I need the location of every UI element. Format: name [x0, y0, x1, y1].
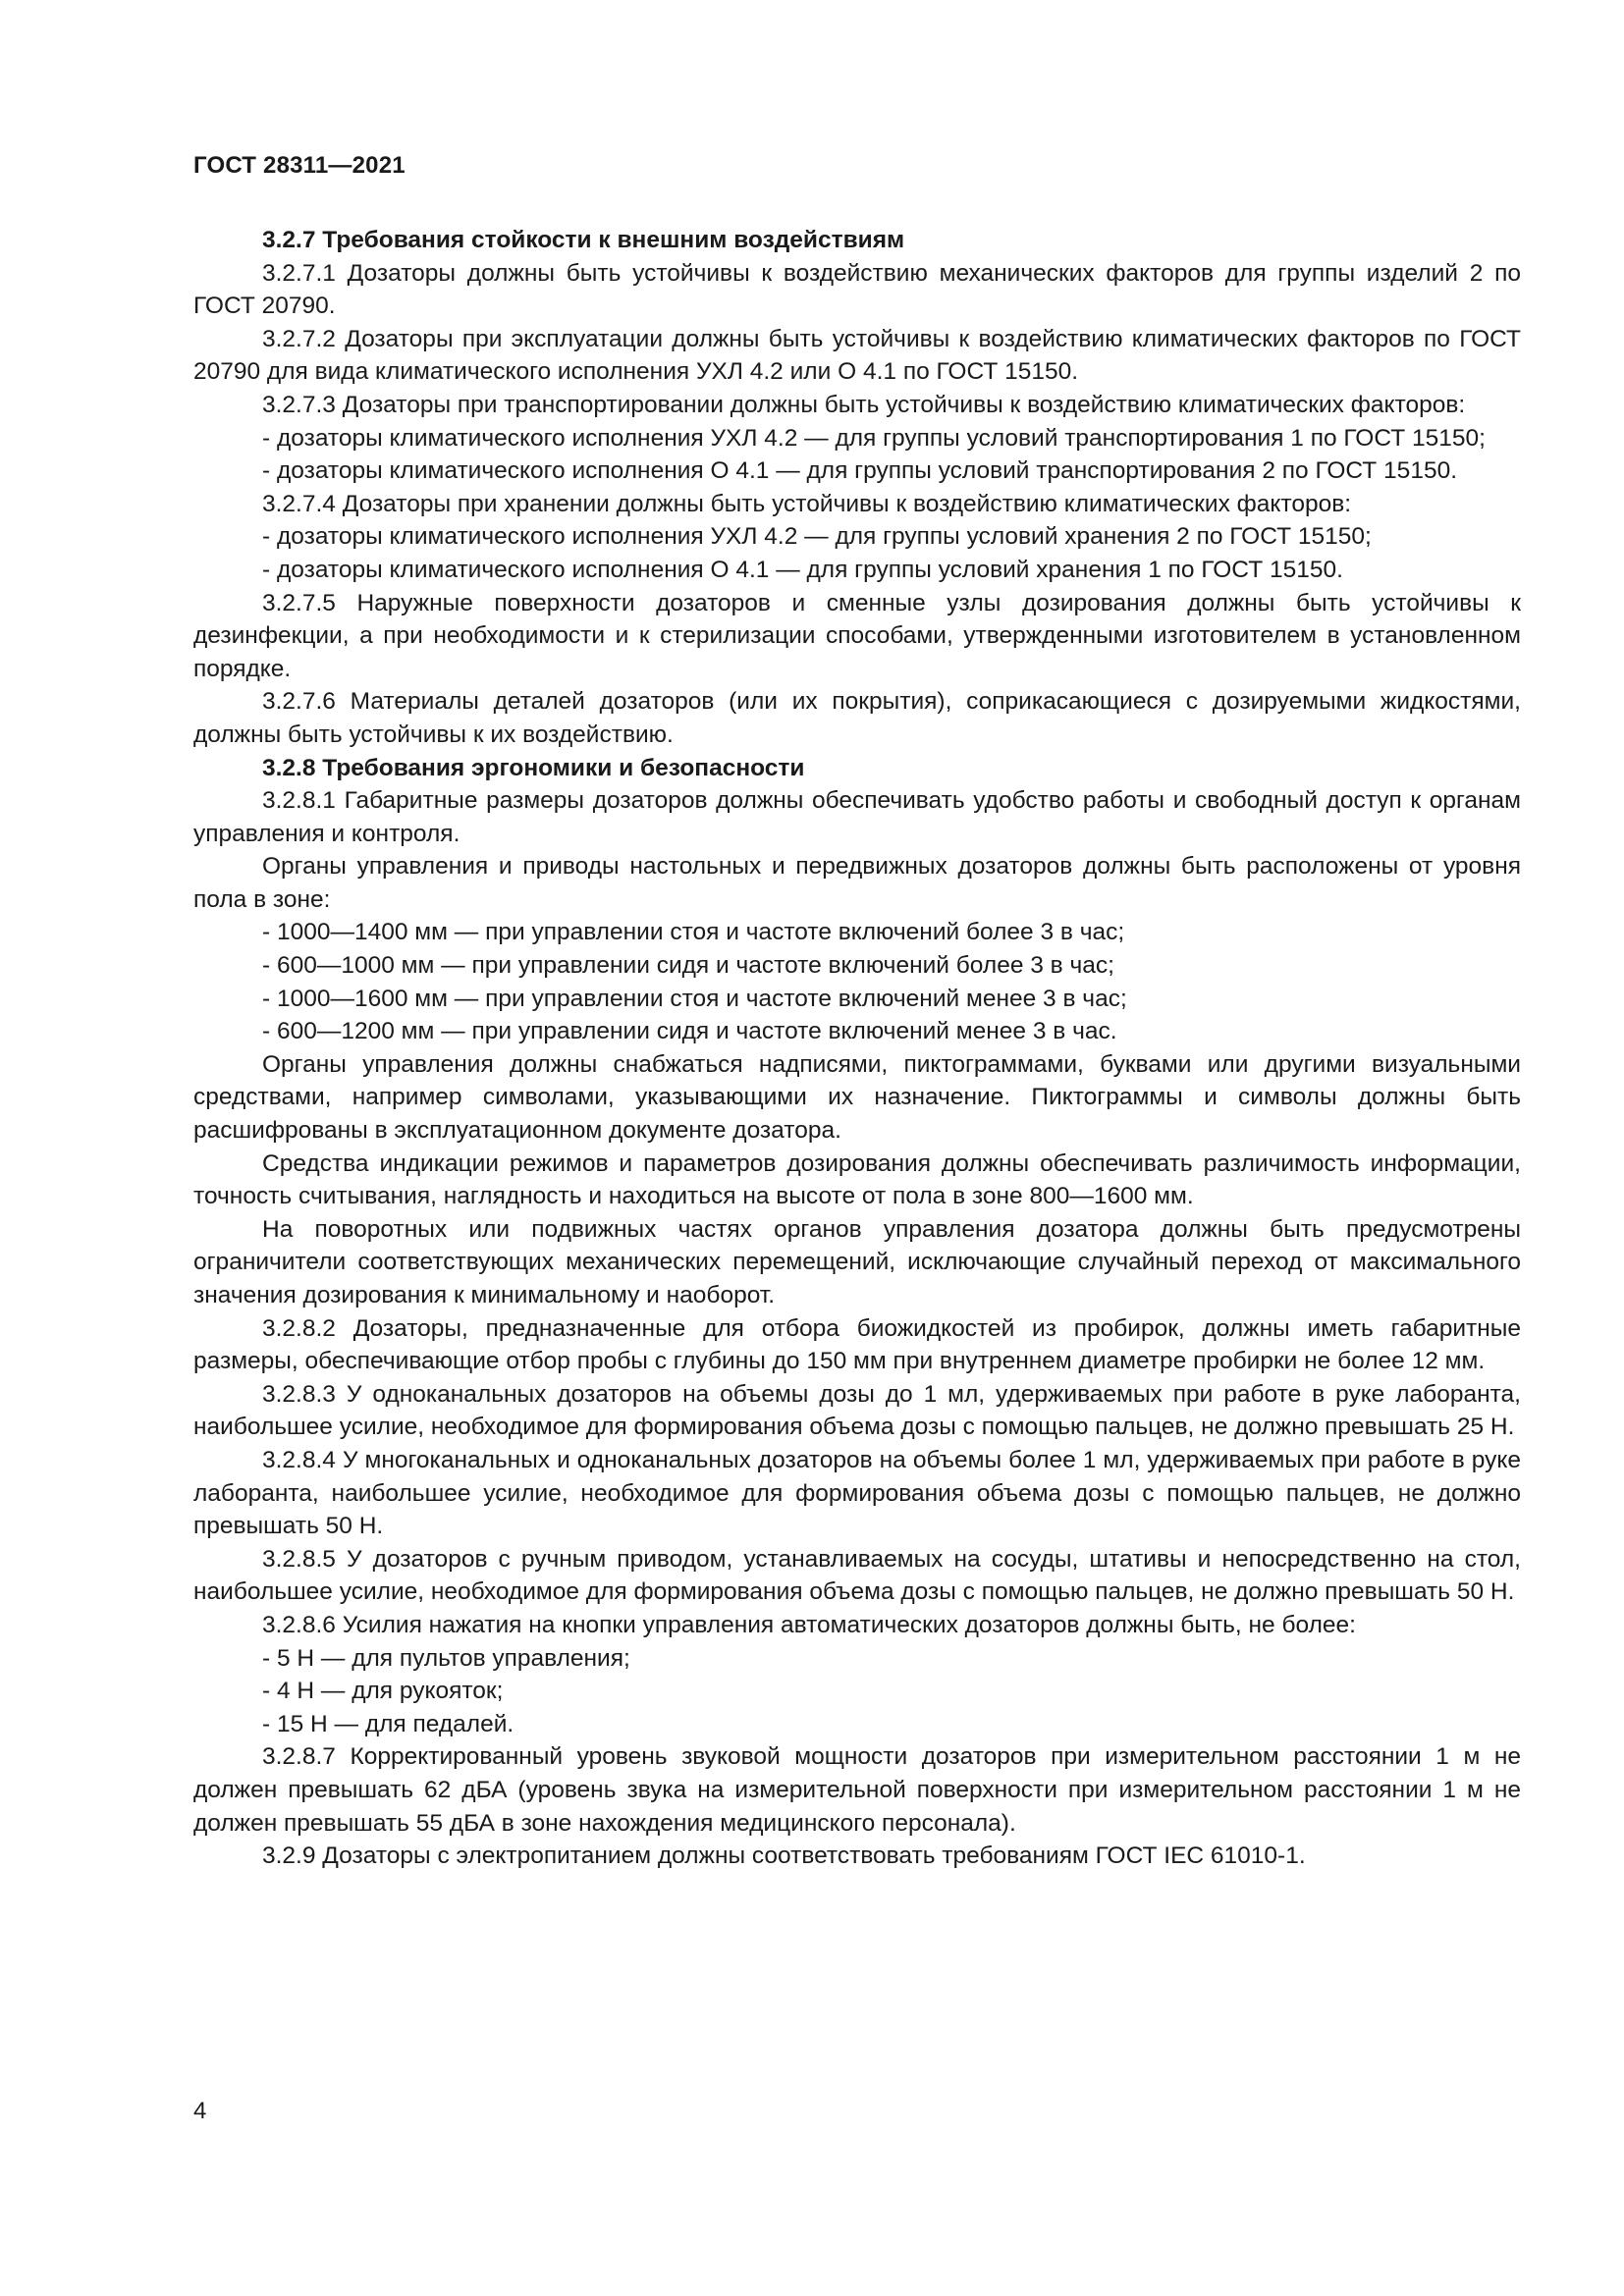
document-header: ГОСТ 28311—2021 — [193, 152, 406, 179]
paragraph: 3.2.7.3 Дозаторы при транспортировании должны быть устойчивы к воздействию климатических факторов: — [262, 391, 1466, 418]
paragraph: 3.2.8.7 Корректированный уровень звуковой мощности дозаторов при измерительном расстоянии 1 м не должен превышать 62 дБА (уровень звука на измерительной поверхности при измерительном расстоянии 1 м не должен превышать 55 дБА в зоне нахождения медицинского персонала). — [193, 1743, 1521, 1837]
paragraph: 3.2.8.5 У дозаторов с ручным приводом, устанавливаемых на сосуды, штативы и непосредственно на стол, наибольшее усилие, необходимое для формирования объема дозы с помощью пальцев, не должно превышать 50 Н. — [193, 1545, 1521, 1606]
paragraph: 3.2.8.6 Усилия нажатия на кнопки управления автоматических дозаторов должны быть, не более: — [262, 1611, 1356, 1638]
paragraph: 3.2.8.4 У многоканальных и одноканальных дозаторов на объемы более 1 мл, удерживаемых при работе в руке лаборанта, наибольшее усилие, необходимое для формирования объема дозы с помощью пальцев, не должно превышать 50 Н. — [193, 1446, 1521, 1540]
document-body — [193, 224, 1521, 1873]
list-item: - дозаторы климатического исполнения О 4.1 — для группы условий хранения 1 по ГОСТ 15150. — [262, 556, 1343, 583]
paragraph: 3.2.7.2 Дозаторы при эксплуатации должны быть устойчивы к воздействию климатических факторов по ГОСТ 20790 для вида климатического исполнения УХЛ 4.2 или О 4.1 по ГОСТ 15150. — [193, 325, 1521, 386]
paragraph: Органы управления и приводы настольных и передвижных дозаторов должны быть расположены от уровня пола в зоне: — [193, 853, 1521, 913]
paragraph: Органы управления должны снабжаться надписями, пиктограммами, буквами или другими визуальными средствами, например символами, указывающими их назначение. Пиктограммы и символы должны быть расшифрованы в эксплуатационном документе дозатора. — [193, 1050, 1521, 1145]
paragraph: 3.2.9 Дозаторы с электропитанием должны соответствовать требованиям ГОСТ IEC 61010-1. — [262, 1842, 1306, 1870]
paragraph: 3.2.7.5 Наружные поверхности дозаторов и сменные узлы дозирования должны быть устойчивы к дезинфекции, а при необходимости и к стерилизации способами, утвержденными изготовителем в установленном порядке. — [193, 589, 1521, 682]
paragraph: 3.2.7.1 Дозаторы должны быть устойчивы к воздействию механических факторов для группы изделий 2 по ГОСТ 20790. — [193, 259, 1521, 320]
list-item: - 1000—1400 мм — при управлении стоя и частоте включений более 3 в час; — [262, 919, 1125, 946]
list-item: - 15 Н — для педалей. — [262, 1710, 514, 1737]
list-item: - 5 Н — для пультов управления; — [262, 1644, 630, 1672]
paragraph: 3.2.8.3 У одноканальных дозаторов на объемы дозы до 1 мл, удерживаемых при работе в руке лаборанта, наибольшее усилие, необходимое для формирования объема дозы с помощью пальцев, не должно превышать 25 Н. — [193, 1380, 1521, 1441]
list-item: - 600—1200 мм — при управлении сидя и частоте включений менее 3 в час. — [262, 1018, 1117, 1045]
list-item: - 4 Н — для рукояток; — [262, 1678, 504, 1705]
page-number: 4 — [193, 2098, 207, 2124]
list-item: - дозаторы климатического исполнения УХЛ 4.2 — для группы условий транспортирования 1 по ГОСТ 15150; — [262, 424, 1486, 452]
paragraph: 3.2.8.1 Габаритные размеры дозаторов должны обеспечивать удобство работы и свободный доступ к органам управления и контроля. — [193, 787, 1521, 847]
list-item: - 600—1000 мм — при управлении сидя и частоте включений более 3 в час; — [262, 952, 1114, 980]
list-item: - дозаторы климатического исполнения УХЛ 4.2 — для группы условий хранения 2 по ГОСТ 15150; — [262, 523, 1372, 551]
list-item: - 1000—1600 мм — при управлении стоя и частоте включений менее 3 в час; — [262, 985, 1127, 1012]
list-item: - дозаторы климатического исполнения О 4.1 — для группы условий транспортирования 2 по ГОСТ 15150. — [262, 457, 1457, 485]
paragraph: На поворотных или подвижных частях органов управления дозатора должны быть предусмотрены ограничители соответствующих механических перемещений, исключающие случайный переход от максимального значения дозирования к минимальному и наоборот. — [193, 1215, 1521, 1308]
paragraph: 3.2.7.4 Дозаторы при хранении должны быть устойчивы к воздействию климатических факторов: — [262, 490, 1352, 517]
section-heading: 3.2.8 Требования эргономики и безопасности — [262, 754, 805, 781]
paragraph: Средства индикации режимов и параметров дозирования должны обеспечивать различимость информации, точность считывания, наглядность и находиться на высоте от пола в зоне 800—1600 мм. — [193, 1149, 1521, 1210]
paragraph: 3.2.7.6 Материалы деталей дозаторов (или их покрытия), соприкасающиеся с дозируемыми жидкостями, должны быть устойчивы к их воздействию. — [193, 688, 1521, 748]
section-heading: 3.2.7 Требования стойкости к внешним воздействиям — [262, 227, 905, 253]
paragraph: 3.2.8.2 Дозаторы, предназначенные для отбора биожидкостей из пробирок, должны иметь габаритные размеры, обеспечивающие отбор пробы с глубины до 150 мм при внутреннем диаметре пробирки не более 12 мм. — [193, 1314, 1521, 1375]
